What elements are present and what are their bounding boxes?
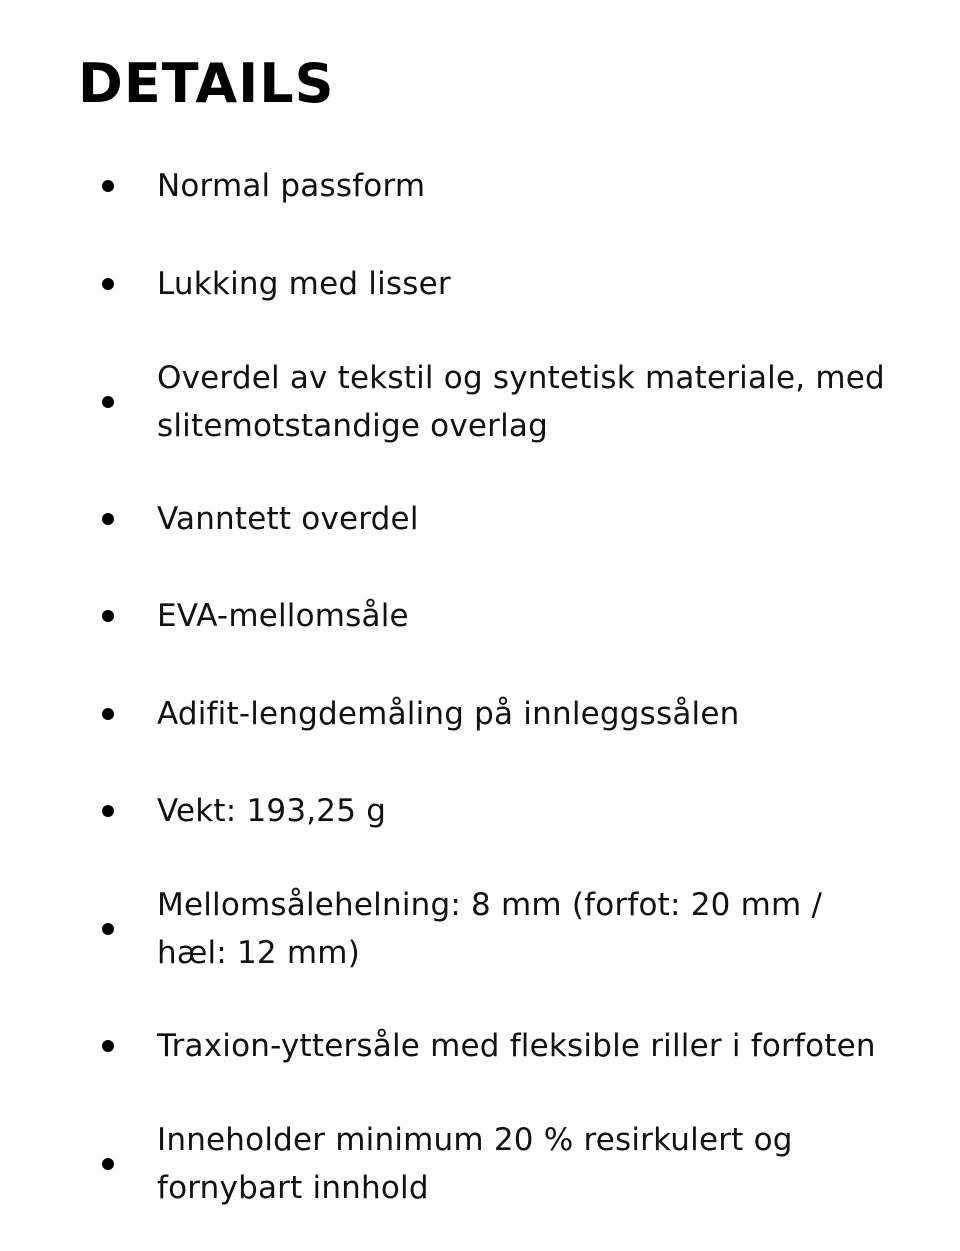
- list-item-text: Lukking med lisser: [157, 266, 451, 302]
- list-item: [0, 690, 960, 738]
- bullet-icon: [102, 396, 114, 408]
- list-item-text: Mellomsålehelning: 8 mm (forfot: 20 mm / hæl: 12 mm): [157, 887, 823, 971]
- list-item: [0, 260, 960, 308]
- bullet-icon: [102, 1158, 114, 1170]
- list-item: [0, 592, 960, 640]
- list-item: [0, 495, 960, 543]
- list-item-text: EVA-mellomsåle: [157, 598, 409, 634]
- list-item-text: Adifit-lengdemåling på innleggssålen: [157, 696, 740, 732]
- list-item-text: Vanntett overdel: [157, 501, 419, 537]
- bullet-icon: [102, 708, 114, 720]
- list-item: [0, 1116, 960, 1212]
- list-item-text: Vekt: 193,25 g: [157, 793, 387, 829]
- list-item-text: Normal passform: [157, 168, 426, 204]
- bullet-icon: [102, 180, 114, 192]
- bullet-icon: [102, 278, 114, 290]
- list-item: [0, 787, 960, 835]
- list-item-text: Inneholder minimum 20 % resirkulert og fornybart innhold: [157, 1122, 793, 1206]
- bullet-icon: [102, 513, 114, 525]
- list-item-text: Traxion-yttersåle med fleksible riller i forfoten: [157, 1028, 876, 1064]
- bullet-icon: [102, 805, 114, 817]
- list-item: [0, 1022, 960, 1070]
- bullet-icon: [102, 610, 114, 622]
- list-item: [0, 162, 960, 210]
- bullet-icon: [102, 1040, 114, 1052]
- list-item-text: Overdel av tekstil og syntetisk materiale, med slitemotstandige overlag: [157, 360, 885, 444]
- list-item: [0, 881, 960, 977]
- bullet-icon: [102, 923, 114, 935]
- list-item: [0, 354, 960, 450]
- details-title: DETAILS: [78, 52, 335, 115]
